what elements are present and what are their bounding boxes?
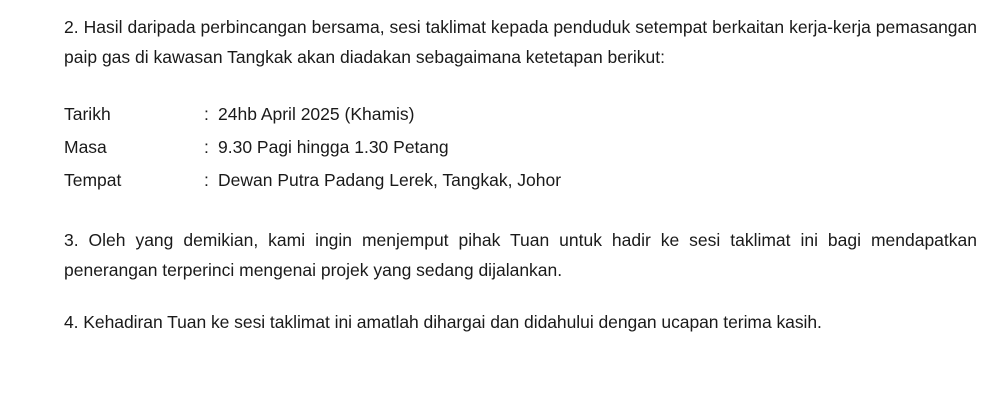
paragraph-item-4: 4. Kehadiran Tuan ke sesi taklimat ini amatlah dihargai dan didahului dengan ucapan terima kasih. xyxy=(64,312,822,332)
detail-label-venue: Tempat xyxy=(64,170,122,190)
detail-row xyxy=(64,164,977,197)
detail-label-time: Masa xyxy=(64,137,107,157)
paragraph-spacer xyxy=(64,197,977,225)
detail-value-venue: Dewan Putra Padang Lerek, Tangkak, Johor xyxy=(218,170,562,190)
paragraph-item-3: 3. Oleh yang demikian, kami ingin menjemput pihak Tuan untuk hadir ke sesi taklimat ini bagi mendapatkan penerangan terperinci mengenai projek yang sedang dijalankan. xyxy=(64,230,977,280)
detail-row xyxy=(64,98,977,131)
paragraph-spacer xyxy=(64,72,977,98)
detail-label-date: Tarikh xyxy=(64,104,111,124)
detail-separator: : xyxy=(204,170,209,190)
paragraph-spacer xyxy=(64,285,977,307)
detail-value-time: 9.30 Pagi hingga 1.30 Petang xyxy=(218,137,449,157)
detail-separator: : xyxy=(204,137,209,157)
detail-separator: : xyxy=(204,104,209,124)
event-details-list xyxy=(64,98,977,197)
paragraph-item-2: 2. Hasil daripada perbincangan bersama, sesi taklimat kepada penduduk setempat berkaitan kerja-kerja pemasangan paip gas di kawasan Tangkak akan diadakan sebagaimana ketetapan berikut: xyxy=(64,17,977,67)
detail-value-date: 24hb April 2025 (Khamis) xyxy=(218,104,415,124)
detail-row xyxy=(64,131,977,164)
